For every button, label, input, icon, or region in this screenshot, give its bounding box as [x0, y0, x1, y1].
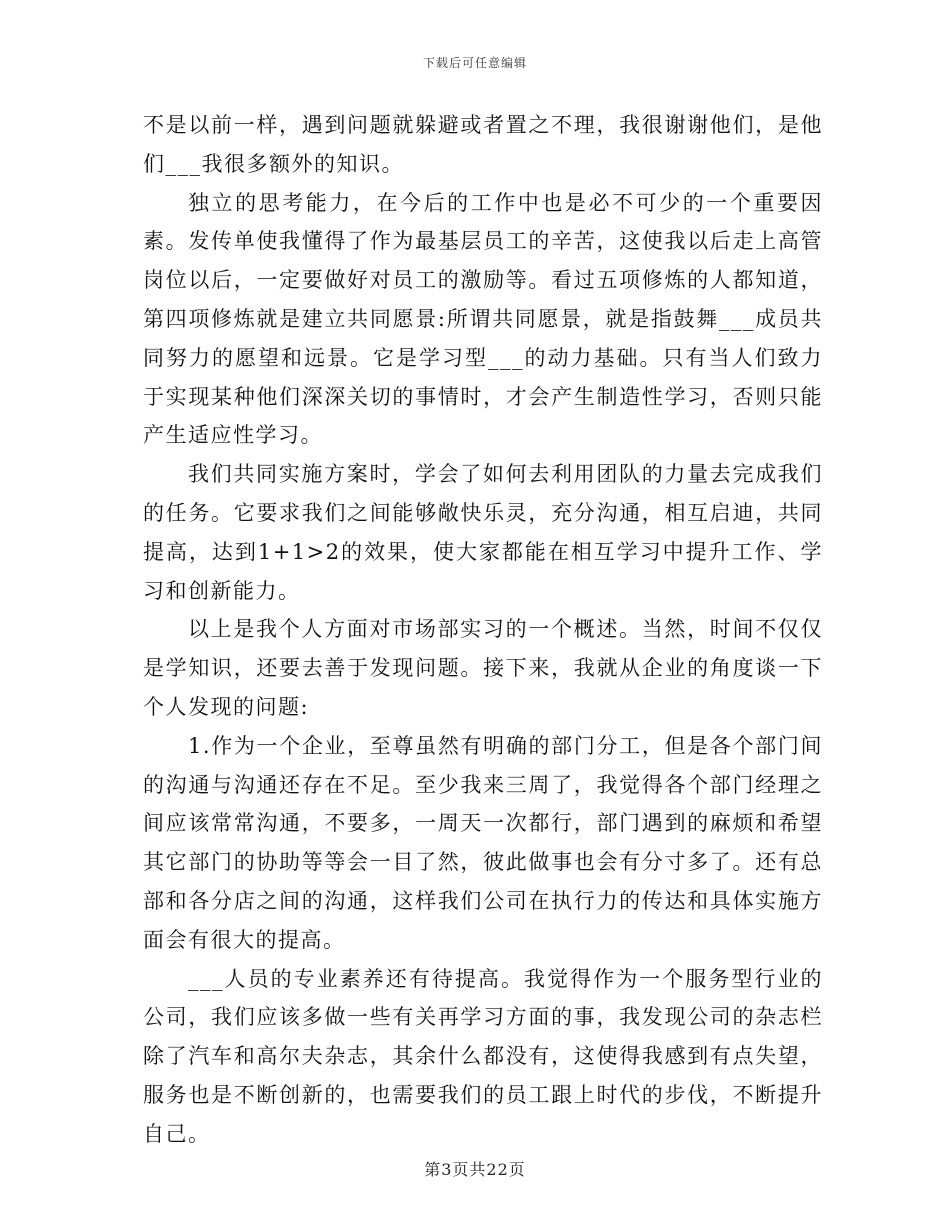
paragraph: 不是以前一样，遇到问题就躲避或者置之不理，我很谢谢他们，是他们___我很多额外的知识。 [143, 113, 823, 176]
page-header: 下载后可任意编辑 [422, 56, 527, 70]
paragraph: ___人员的专业素养还有待提高。我觉得作为一个服务型行业的公司，我们应该多做一些有关再学习方面的事，我发现公司的杂志栏除了汽车和高尔夫杂志，其余什么都没有，这使得我感到有点失望，服务也是不断创新的，也需要我们的员工跟上时代的步伐，不断提升自己。 [143, 966, 823, 1146]
document-body [143, 106, 823, 1154]
page-footer-page-number: 第3页共22页 [424, 1160, 526, 1179]
paragraph: 我们共同实施方案时，学会了如何去利用团队的力量去完成我们的任务。它要求我们之间能够敞快乐灵，充分沟通，相互启迪，共同提高，达到1+1>2的效果，使大家都能在相互学习中提升工作、学习和创新能力。 [143, 462, 823, 603]
paragraph: 1.作为一个企业，至尊虽然有明确的部门分工，但是各个部门间的沟通与沟通还存在不足。至少我来三周了，我觉得各个部门经理之间应该常常沟通，不要多，一周天一次都行，部门遇到的麻烦和希望其它部门的协助等等会一目了然，彼此做事也会有分寸多了。还有总部和各分店之间的沟通，这样我们公司在执行力的传达和具体实施方面会有很大的提高。 [143, 733, 823, 952]
paragraph: 独立的思考能力，在今后的工作中也是必不可少的一个重要因素。发传单使我懂得了作为最基层员工的辛苦，这使我以后走上高管岗位以后，一定要做好对员工的激励等。看过五项修炼的人都知道，第四项修炼就是建立共同愿景:所谓共同愿景，就是指鼓舞___成员共同努力的愿望和远景。它是学习型___的动力基础。只有当人们致力于实现某种他们深深关切的事情时，才会产生制造性学习，否则只能产生适应性学习。 [143, 190, 823, 448]
paragraph: 以上是我个人方面对市场部实习的一个概述。当然，时间不仅仅是学知识，还要去善于发现问题。接下来，我就从企业的角度谈一下个人发现的问题: [143, 617, 823, 719]
